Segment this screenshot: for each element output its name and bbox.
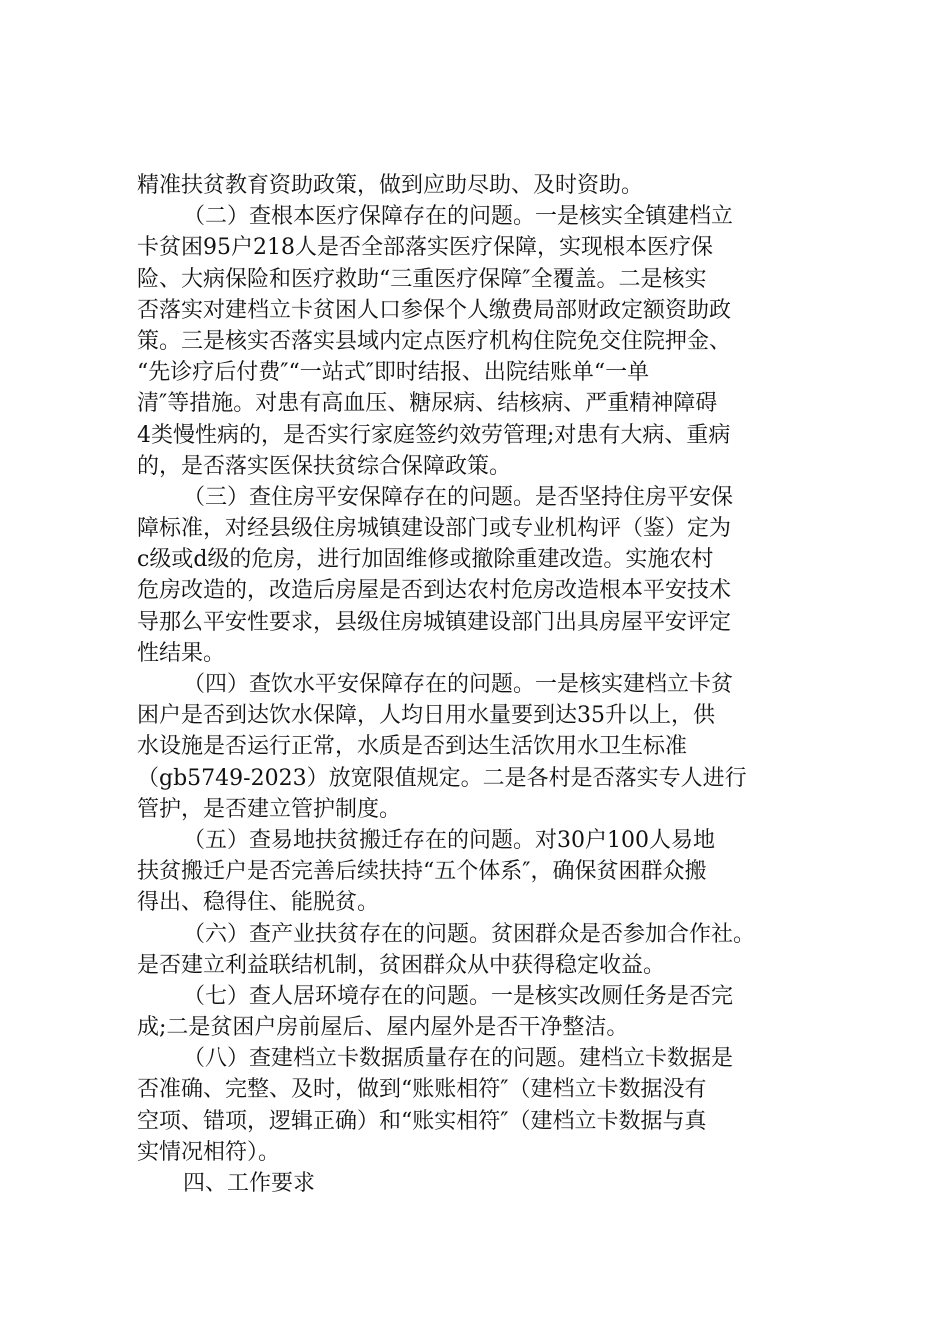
paragraph-line: 成;二是贫困户房前屋后、屋内屋外是否干净整洁。 bbox=[137, 1015, 629, 1041]
paragraph-first-line: （四）查饮水平安保障存在的问题。一是核实建档立卡贫 bbox=[183, 672, 734, 697]
paragraph-line: 障标准，对经县级住房城镇建设部门或专业机构评（鉴）定为 bbox=[137, 516, 732, 542]
paragraph-line: 实情况相符）。 bbox=[137, 1139, 281, 1165]
paragraph-line: 性结果。 bbox=[137, 640, 226, 666]
paragraph-line: 得出、稳得住、能脱贫。 bbox=[137, 890, 380, 916]
document-body bbox=[137, 170, 827, 1199]
paragraph-first-line: （八）查建档立卡数据质量存在的问题。建档立卡数据是 bbox=[183, 1046, 734, 1072]
paragraph-line: 清″等措施。对患有高血压、糖尿病、结核病、严重精神障碍 bbox=[137, 391, 718, 417]
paragraph-line: （gb5749-2023）放宽限值规定。二是各村是否落实专人进行 bbox=[137, 765, 747, 791]
paragraph-line: 否落实对建档立卡贫困人口参保个人缴费局部财政定额资助政 bbox=[137, 297, 732, 323]
paragraph-first-line: （五）查易地扶贫搬迁存在的问题。对30户100人易地 bbox=[183, 827, 715, 853]
paragraph-line: “先诊疗后付费″“一站式″即时结报、出院结账单“一单 bbox=[137, 360, 650, 386]
paragraph-line: 危房改造的，改造后房屋是否到达农村危房改造根本平安技术 bbox=[137, 578, 732, 604]
paragraph-line: 险、大病保险和医疗救助“三重医疗保障″全覆盖。二是核实 bbox=[137, 266, 707, 292]
paragraph-line: 空项、错项，逻辑正确）和“账实相符″（建档立卡数据与真 bbox=[137, 1108, 707, 1134]
paragraph-line: 精准扶贫教育资助政策，做到应助尽助、及时资助。 bbox=[137, 173, 644, 198]
paragraph-line: 管护，是否建立管护制度。 bbox=[137, 796, 402, 822]
paragraph-line: c级或d级的危房，进行加固维修或撤除重建改造。实施农村 bbox=[137, 547, 714, 573]
paragraph-first-line: （七）查人居环境存在的问题。一是核实改厕任务是否完 bbox=[183, 983, 734, 1009]
paragraph-line: 4类慢性病的，是否实行家庭签约效劳管理;对患有大病、重病 bbox=[137, 422, 731, 448]
paragraph-first-line: （六）查产业扶贫存在的问题。贫困群众是否参加合作社。 bbox=[183, 921, 756, 947]
paragraph-line: 导那么平安性要求，县级住房城镇建设部门出具房屋平安评定 bbox=[137, 609, 732, 635]
paragraph-line: 卡贫困95户218人是否全部落实医疗保障，实现根本医疗保 bbox=[137, 235, 713, 261]
paragraph-line: 策。三是核实否落实县域内定点医疗机构住院免交住院押金、 bbox=[137, 328, 732, 354]
paragraph-line: 否准确、完整、及时，做到“账账相符″（建档立卡数据没有 bbox=[137, 1077, 707, 1103]
paragraph-line: 水设施是否运行正常，水质是否到达生活饮用水卫生标准 bbox=[137, 734, 688, 760]
paragraph-first-line: （三）查住房平安保障存在的问题。是否坚持住房平安保 bbox=[183, 484, 734, 510]
paragraph-first-line: 四、工作要求 bbox=[183, 1171, 316, 1196]
paragraph-line: 扶贫搬迁户是否完善后续扶持“五个体系″，确保贫困群众搬 bbox=[137, 859, 707, 885]
paragraph-line: 是否建立利益联结机制，贫困群众从中获得稳定收益。 bbox=[137, 952, 666, 978]
paragraph-line: 的，是否落实医保扶贫综合保障政策。 bbox=[137, 453, 512, 479]
paragraph-first-line: （二）查根本医疗保障存在的问题。一是核实全镇建档立 bbox=[183, 204, 734, 230]
paragraph-line: 困户是否到达饮水保障，人均日用水量要到达35升以上，供 bbox=[137, 703, 715, 729]
